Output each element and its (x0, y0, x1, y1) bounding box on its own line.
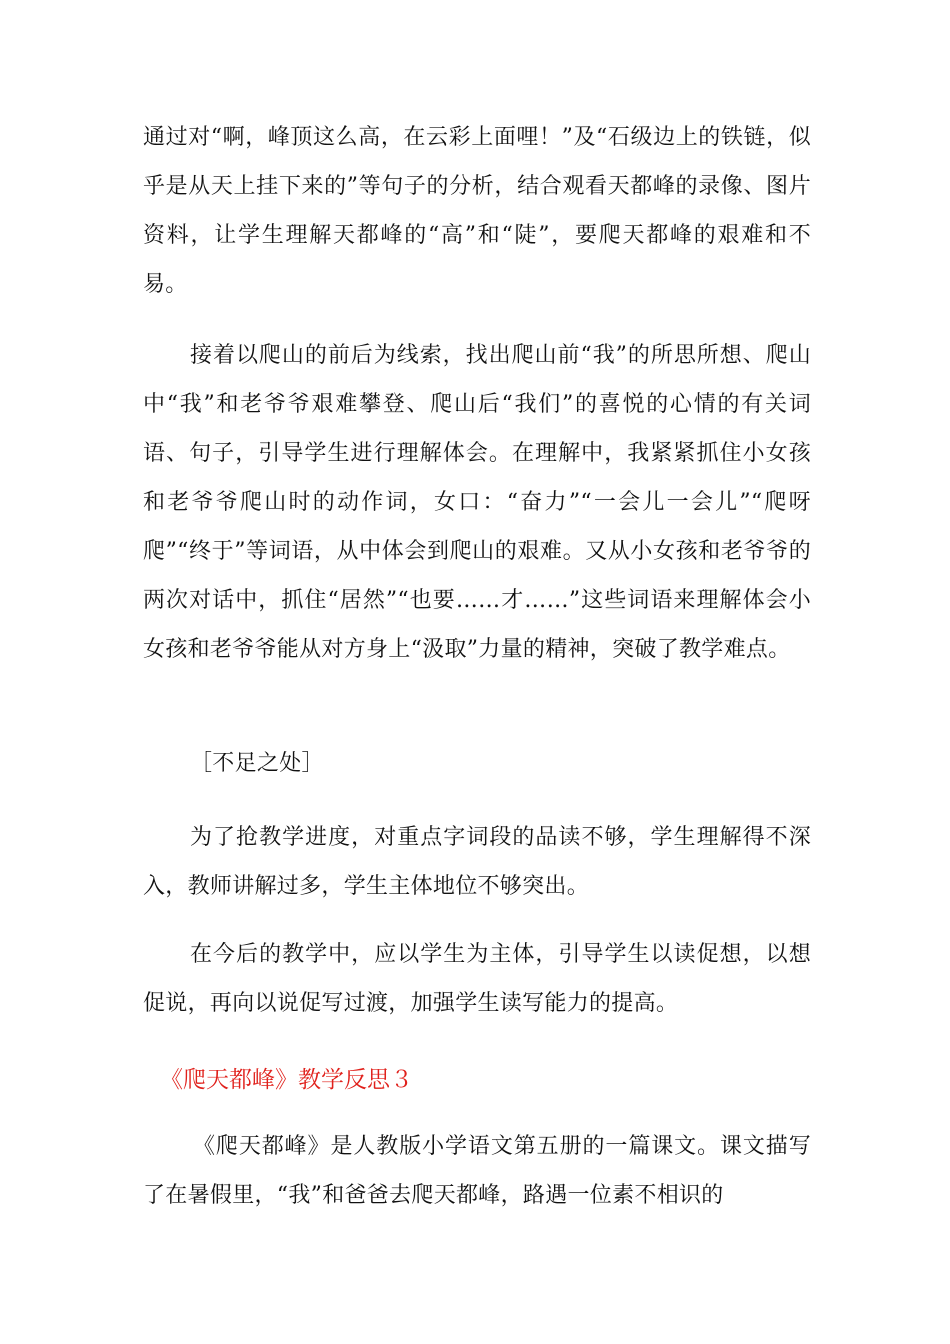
paragraph-future-teaching: 在今后的教学中，应以学生为主体，引导学生以读促想，以想促说，再向以说促写过渡，加强学生读写能力的提高。 (143, 942, 811, 1016)
paragraph-section-intro: 《爬天都峰》是人教版小学语文第五册的一篇课文。课文描写了在暑假里，“我”和爸爸去爬天都峰，路遇一位素不相识的 (143, 1134, 811, 1208)
paragraph-shortcomings-label: ［不足之处］ (190, 751, 324, 776)
section-heading: 《爬天都峰》教学反思３ (160, 1067, 413, 1093)
paragraph-climbing-clues: 接着以爬山的前后为线索，找出爬山前“我”的所思所想、爬山中“我”和老爷爷艰难攀登、爬山后“我们”的喜悦的心情的有关词语、句子，引导学生进行理解体会。在理解中，我紧紧抓住小女孩和老爷爷爬山时的动作词，女口：“奋力”“一会儿一会儿”“爬呀爬”“终于”等词语，从中体会到爬山的艰难。又从小女孩和老爷爷的两次对话中，抓住“居然”“也要……才……”这些词语来理解体会小女孩和老爷爷能从对方身上“汲取”力量的精神，突破了教学难点。 (143, 343, 811, 662)
paragraph-shortcomings: 为了抢教学进度，对重点字词段的品读不够，学生理解得不深入，教师讲解过多，学生主体地位不够突出。 (143, 825, 811, 899)
paragraph-analysis: 通过对“啊，峰顶这么高，在云彩上面哩！”及“石级边上的铁链，似乎是从天上挂下来的”等句子的分析，结合观看天都峰的录像、图片资料，让学生理解天都峰的“高”和“陡”，要爬天都峰的艰难和不易。 (143, 125, 811, 297)
